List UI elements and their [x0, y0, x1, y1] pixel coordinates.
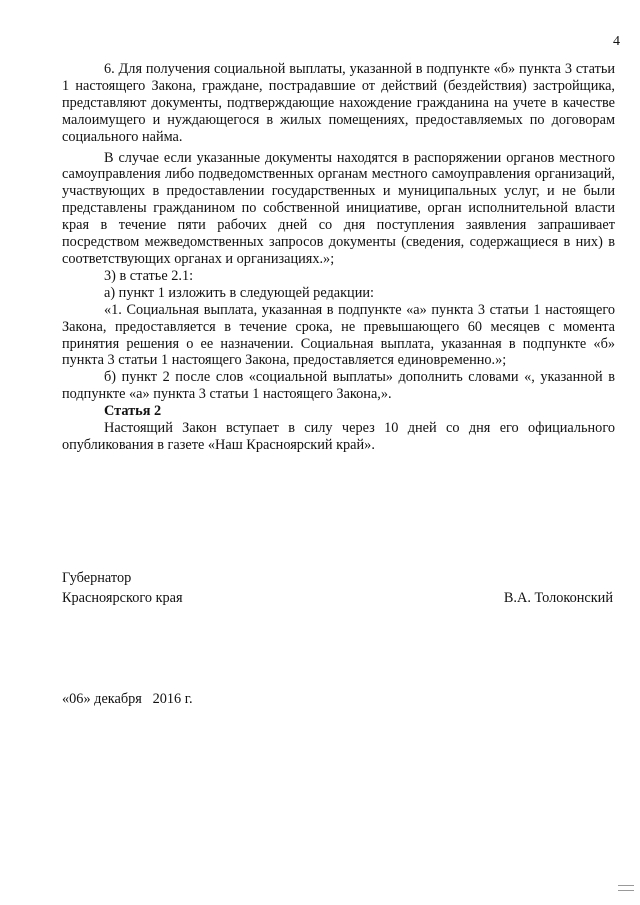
paragraph-subitem-a: а) пункт 1 изложить в следующей редакции:: [104, 284, 374, 301]
document-body: [62, 61, 615, 454]
paragraph-6: 6. Для получения социальной выплаты, указанной в подпункте «б» пункта 3 статьи 1 настоящего Закона, граждане, пострадавшие от действий (бездействия) застройщика, представляют документы, подтверждающие нахождение гражданина на учете в качестве малоимущего и нуждающегося в жилых помещениях, предоставляемых по договорам социального найма.: [62, 61, 615, 145]
paragraph-documents-request: В случае если указанные документы находятся в распоряжении органов местного самоуправления либо подведомственных органам местного самоуправления организаций, участвующих в предоставлении государственных и муниципальных услуг, и не были представлены гражданином по собственной инициативе, орган исполнительной власти края в течение пяти рабочих дней со дня поступления заявления запрашивает посредством межведомственных запросов документы (сведения, содержащиеся в них) в соответствующих органах и организациях.»;: [62, 149, 615, 267]
signatory-position-line-1: Губернатор: [62, 570, 132, 586]
scan-edge-mark: [618, 885, 634, 897]
signatory-position-line-2: Красноярского края: [62, 590, 183, 606]
paragraph-article-2-1: 3) в статье 2.1:: [104, 267, 194, 284]
scan-edge-line: [618, 885, 634, 886]
article-2-title: Статья 2: [104, 403, 162, 420]
paragraph-subitem-b: б) пункт 2 после слов «социальной выплаты» дополнить словами «, указанной в подпункте «а» пункта 3 статьи 1 настоящего Закона,».: [62, 369, 615, 403]
scan-edge-line: [618, 890, 634, 891]
signatory-position: [62, 568, 183, 608]
article-2-text: Настоящий Закон вступает в силу через 10 дней со дня его официального опубликования в газете «Наш Красноярский край».: [62, 420, 615, 453]
paragraph-quoted-point-1: «1. Социальная выплата, указанная в подпункте «а» пункта 3 статьи 1 настоящего Закона, предоставляется в течение срока, не превышающего 60 месяцев с момента принятия решения о ее назначении. Социальная выплата, указанная в подпункте «б» пункта 3 статьи 1 настоящего Закона, предоставляется единовременно.»;: [62, 301, 615, 369]
document-date: «06» декабря 2016 г.: [62, 691, 193, 707]
page-number: 4: [613, 34, 620, 49]
signatory-name: В.А. Толоконский: [503, 590, 613, 606]
